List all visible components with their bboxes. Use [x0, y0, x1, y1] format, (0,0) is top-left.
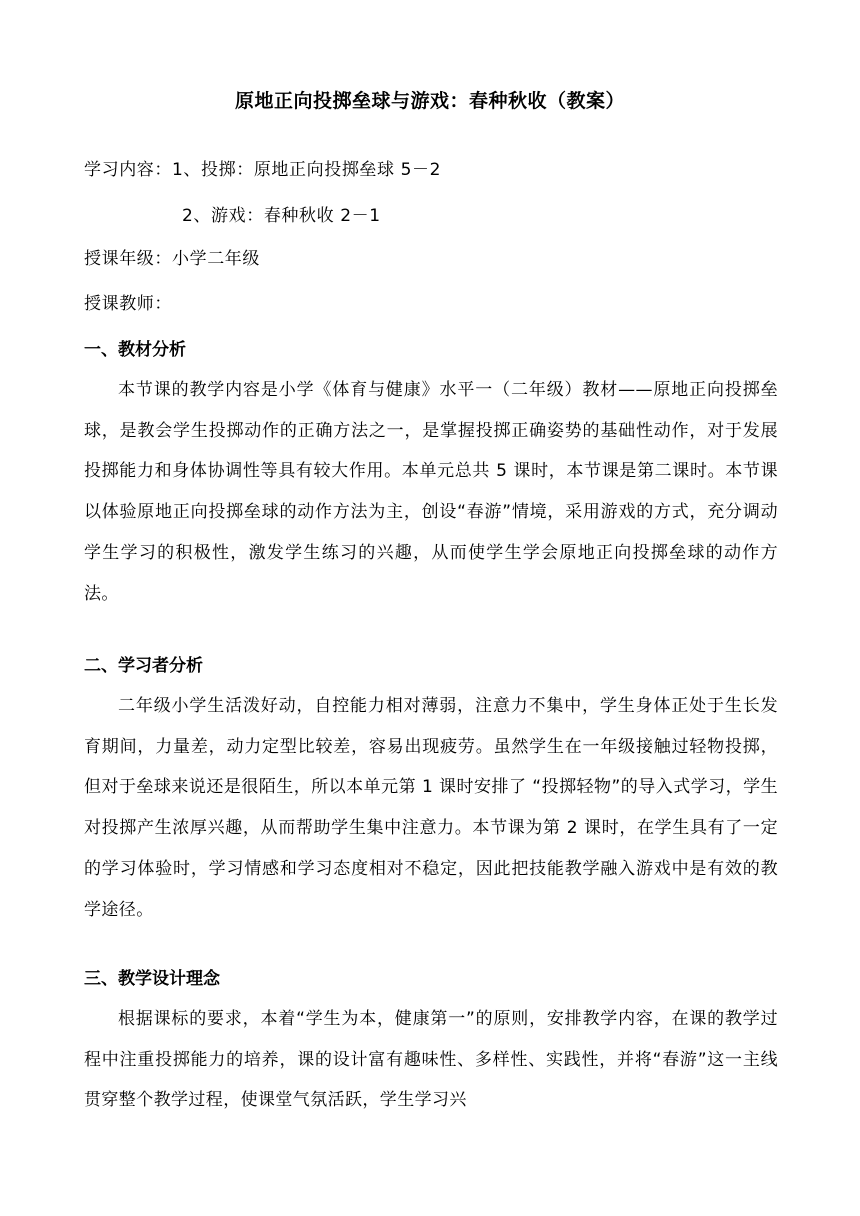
section-paragraph-textbook-analysis: 本节课的教学内容是小学《体育与健康》水平一（二年级）教材——原地正向投掷垒球，是教会学生投掷动作的正确方法之一，是掌握投掷正确姿势的基础性动作，对于发展投掷能力和身体协调性等具有较大作用。本单元总共 5 课时，本节课是第二课时。本节课以体验原地正向投掷垒球的动作方法为主，创设“春游”情境，采用游戏的方式，充分调动学生学习的积极性，激发学生练习的兴趣，从而使学生学会原地正向投掷垒球的动作方法。	[84, 380, 778, 604]
learning-content-line-2: 2、游戏：春种秋收 2－1	[182, 206, 381, 226]
section-heading-textbook-analysis: 一、教材分析	[84, 340, 186, 360]
section-heading-learner-analysis: 二、学习者分析	[84, 656, 203, 676]
section-paragraph-design-concept: 根据课标的要求，本着“学生为本，健康第一”的原则，安排教学内容，在课的教学过程中注重投掷能力的培养，课的设计富有趣味性、多样性、实践性，并将“春游”这一主线贯穿整个教学过程，使课堂气氛活跃，学生学习兴	[84, 1009, 778, 1111]
section-paragraph-learner-analysis: 二年级小学生活泼好动，自控能力相对薄弱，注意力不集中，学生身体正处于生长发育期间，力量差，动力定型比较差，容易出现疲劳。虽然学生在一年级接触过轻物投掷，但对于垒球来说还是很陌生，所以本单元第 1 课时安排了 “投掷轻物”的导入式学习，学生对投掷产生浓厚兴趣，从而帮助学生集中注意力。本节课为第 2 课时，在学生具有了一定的学习体验时，学习情感和学习态度相对不稳定，因此把技能教学融入游戏中是有效的教学途径。	[84, 696, 778, 920]
teacher-line: 授课教师：	[84, 294, 172, 314]
grade-line: 授课年级：小学二年级	[84, 249, 260, 269]
learning-content-line-1: 学习内容：1、投掷：原地正向投掷垒球 5－2	[84, 160, 442, 180]
section-heading-design-concept: 三、教学设计理念	[84, 969, 220, 989]
document-title: 原地正向投掷垒球与游戏：春种秋收（教案）	[234, 90, 625, 112]
